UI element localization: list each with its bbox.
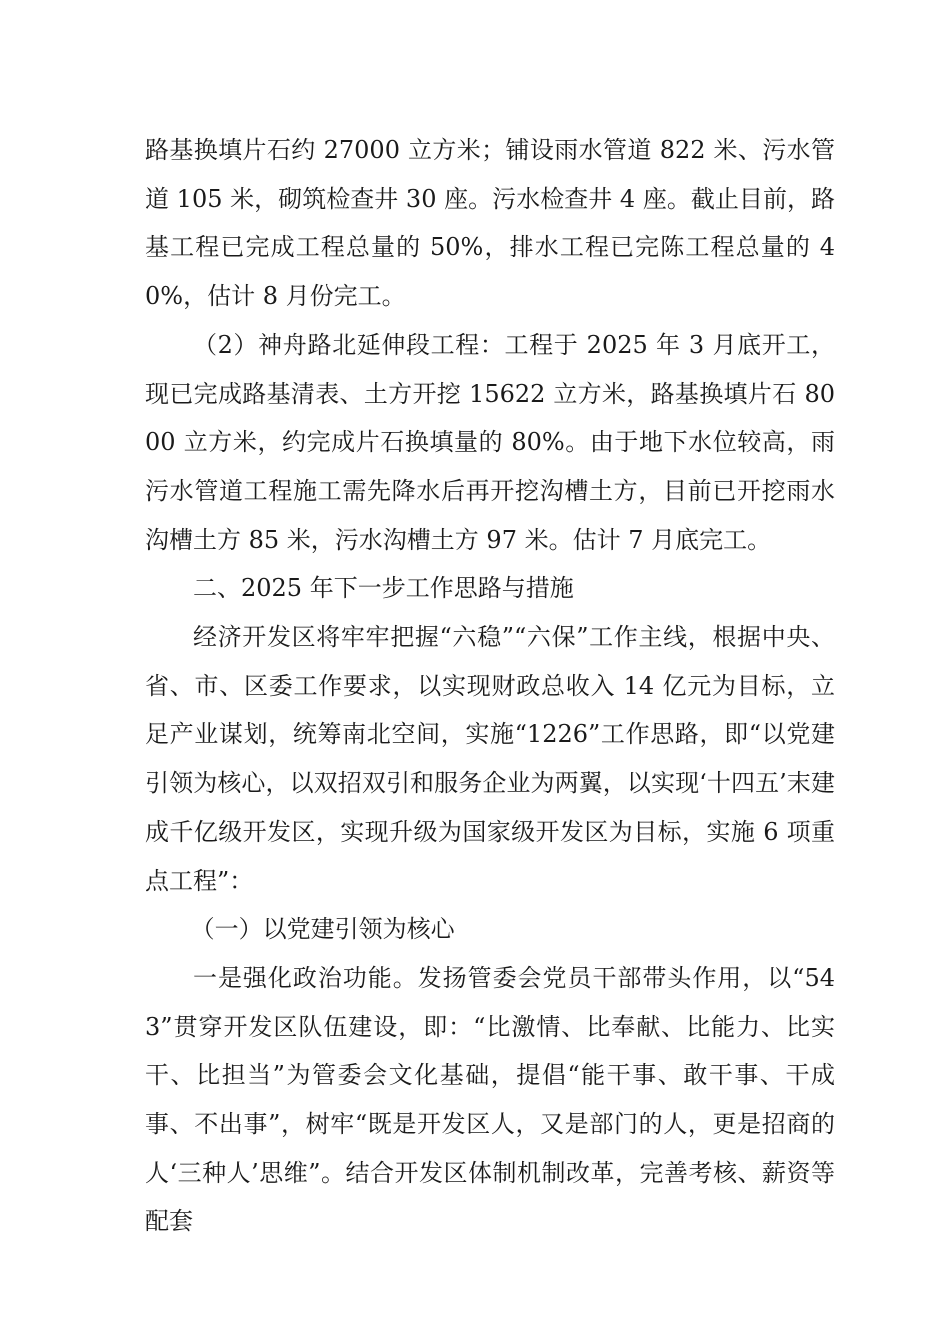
subsection-heading-party-building: （一）以党建引领为核心 [190,915,455,944]
paragraph-shenzhou-road: （2）神舟路北延伸段工程：工程于 2025 年 3 月底开工，现已完成路基清表、土方开挖 15622 立方米，路基换填片石 8000 立方米，约完成片石换填量的 80%。由于地下水位较高，雨污水管道工程施工需先降水后再开挖沟槽土方，目前已开挖雨水沟槽土方 85 米，污水沟槽土方 97 米。估计 7 月底完工。 [145,330,835,554]
document-body [145,126,835,1246]
paragraph-work-plan: 经济开发区将牢牢把握“六稳”“六保”工作主线，根据中央、省、市、区委工作要求，以实现财政总收入 14 亿元为目标，立足产业谋划，统筹南北空间，实施“1226”工作思路，即“以党建引领为核心，以双招双引和服务企业为两翼，以实现‘十四五’末建成千亿级开发区，实现升级为国家级开发区为目标，实施 6 项重点工程”： [145,623,835,895]
paragraph-drainage-progress: 路基换填片石约 27000 立方米；铺设雨水管道 822 米、污水管道 105 米，砌筑检查井 30 座。污水检查井 4 座。截止目前，路基工程已完成工程总量的 50%，排水工程已完陈工程总量的 40%，估计 8 月份完工。 [145,136,835,311]
section-heading-next-steps: 二、2025 年下一步工作思路与措施 [193,574,574,603]
paragraph-political-function: 一是强化政治功能。发扬管委会党员干部带头作用，以“543”贯穿开发区队伍建设，即：“比激情、比奉献、比能力、比实干、比担当”为管委会文化基础，提倡“能干事、敢干事、干成事、不出事”，树牢“既是开发区人，又是部门的人，更是招商的人‘三种人’思维”。结合开发区体制机制改革，完善考核、薪资等配套 [145,963,835,1236]
